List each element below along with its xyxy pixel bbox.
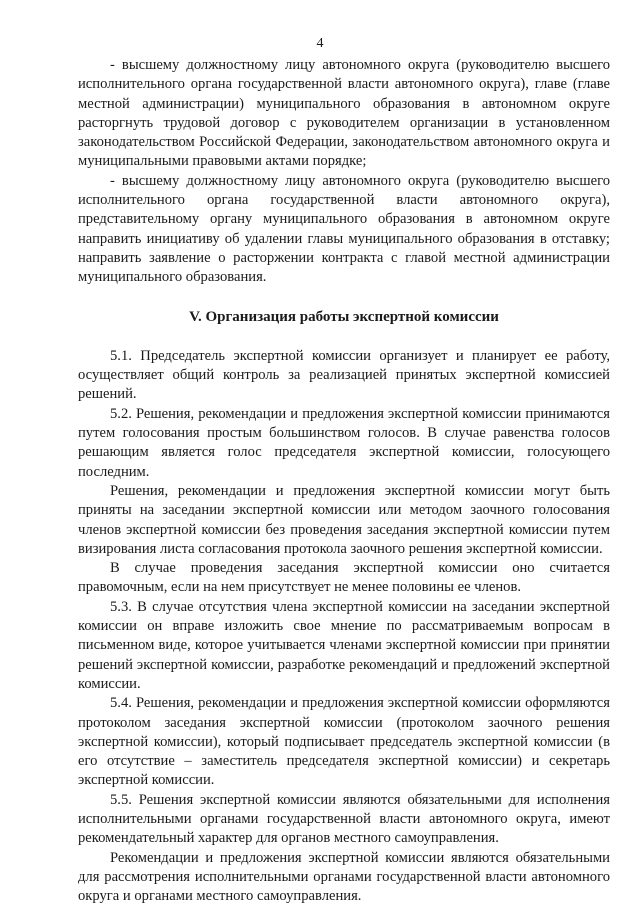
bullet-paragraph: - высшему должностному лицу автономного округа (руководителю высшего исполнительного органа государственной власти автономного округа), представительному органу муниципального образования в автономном округе направить инициативу об удалении главы муниципального образования в отставку; направить заявление о расторжении контракта с главой местной администрации муниципального образования.: [78, 172, 610, 286]
section-heading: V. Организация работы экспертной комиссии: [189, 308, 499, 325]
paragraph-5-2-continuation: Решения, рекомендации и предложения экспертной комиссии могут быть приняты на заседании экспертной комиссии или методом заочного голосования членов экспертной комиссии без проведения заседания экспертной комиссии путем визирования листа согласования протокола заочного решения экспертной комиссии.: [78, 482, 610, 557]
paragraph-5-5-continuation: Рекомендации и предложения экспертной комиссии являются обязательными для рассмотрения исполнительными органами государственной власти автономного округа и органами местного самоуправления.: [78, 849, 610, 905]
page-number: 4: [316, 36, 324, 51]
paragraph-5-5: 5.5. Решения экспертной комиссии являются обязательными для исполнения исполнительными органами государственной власти автономного округа, имеют рекомендательный характер для органов местного самоуправления.: [78, 791, 610, 847]
paragraph-5-1: 5.1. Председатель экспертной комиссии организует и планирует ее работу, осуществляет общий контроль за реализацией принятых экспертной комиссией решений.: [78, 347, 610, 403]
paragraph-5-4: 5.4. Решения, рекомендации и предложения экспертной комиссии оформляются протоколом заседания экспертной комиссии (протоколом заочного решения экспертной комиссии), который подписывает председатель экспертной комиссии (в его отсутствие – заместитель председателя экспертной комиссии) и секретарь экспертной комиссии.: [78, 695, 610, 789]
paragraph-5-3: 5.3. В случае отсутствия члена экспертной комиссии на заседании экспертной комиссии он вправе изложить свое мнение по рассматриваемым вопросам в письменном виде, которое учитывается членами экспертной комиссии при принятии решений экспертной комиссии, разработке рекомендаций и предложений экспертной комиссии.: [78, 598, 610, 692]
paragraph-5-2-quorum: В случае проведения заседания экспертной комиссии оно считается правомочным, если на нем присутствует не менее половины ее членов.: [78, 560, 610, 596]
paragraph-5-2: 5.2. Решения, рекомендации и предложения экспертной комиссии принимаются путем голосования простым большинством голосов. В случае равенства голосов решающим является голос председателя экспертной комиссии, голосующего последним.: [78, 405, 610, 480]
bullet-paragraph: - высшему должностному лицу автономного округа (руководителю высшего исполнительного органа государственной власти автономного округа), главе (главе местной администрации) муниципального образования в автономном округе расторгнуть трудовой договор с руководителем организации в установленном законодательством Российской Федерации, законодательством автономного округа и муниципальными правовыми актами порядке;: [78, 57, 610, 170]
document-body: [78, 56, 610, 906]
